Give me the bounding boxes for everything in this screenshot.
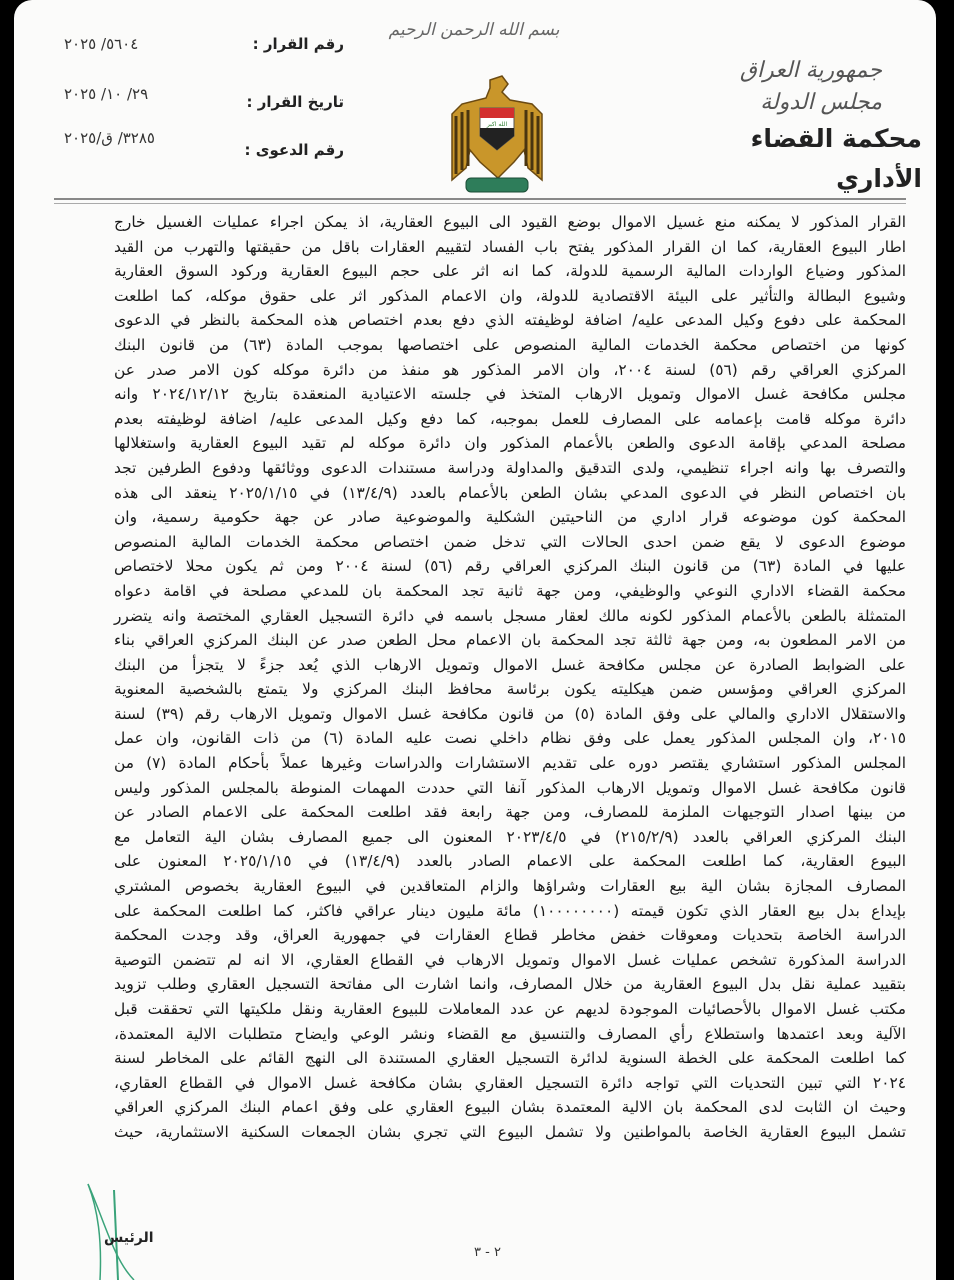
body-line: وحيث ان الثابت لدى المحكمة بان الالية المعتمدة بشان البيوع العقاري على وفق اعمام البنك المركزي العراقي [114, 1098, 906, 1117]
body-line: موضوع الدعوى لا يقع ضمن احدى الحالات التي تدخل ضمن اختصاص محكمة الخدمات المالية المنصوص [114, 532, 906, 551]
issuer-council: مجلس الدولة [760, 90, 882, 115]
iraq-eagle-emblem-icon [432, 70, 562, 200]
body-line: المركزي العراقي ومؤسس ضمن هيكليته يكون برئاسة محافظ البنك المركزي ولا يتمتع بالشخصية المعنوية [114, 680, 906, 699]
body-line: المركزي العراقي رقم (٥٦) لسنة ٢٠٠٤، وان الامر المذكور هو منفذ من دائرة موكله كون الامر صدر عن [114, 360, 907, 379]
meta-case-number [54, 99, 344, 159]
body-line: دائرة موكله قامت بإعمامه على المصارف للعمل بموجبه، كما دفع وكيل المدعى عليه/ اضافة لوظيفته بعدم [114, 409, 906, 428]
body-line: القرار المذكور لا يمكنه منع غسيل الاموال بوضع القيود الى البيوع العقارية، اذ يمكن اجراء عمليات الغسيل خارج [114, 213, 906, 231]
body-line: بإيداع بدل بيع العقار الذي تكون قيمته (١٠٠٠٠٠٠٠٠) مائة مليون دينار عراقي فاكثر، كما اطلعت المحكمة على [114, 901, 906, 920]
meta-value: ٥٦٠٤/ ٢٠٢٥ [64, 35, 139, 53]
body-line: بتقييد عملية نقل بدل البيوع العقارية من خلال المصارف، وانما اشارت الى مفاتحة التسجيل العقاري وطلب تزويد [114, 975, 906, 994]
meta-label: تاريخ القرار : [246, 93, 344, 111]
basmala: بسم الله الرحمن الرحيم [388, 20, 560, 40]
body-line: مكتب غسل الاموال بالأحصائيات الموجودة لديهم عن عدد المعاملات للبيوع العقارية ونقل ملكيتها التي تحققت قبل [114, 1000, 906, 1018]
body-line: كما اطلعت المحكمة على الخطة السنوية لدائرة التسجيل العقاري المستندة الى النهج القائم على المخاطر لسنة [114, 1049, 906, 1068]
svg-text:الله اكبر: الله اكبر [486, 121, 508, 128]
body-line: على الضوابط الصادرة عن مجلس مكافحة غسل الاموال وتمويل الارهاب الذي يُعد جزءً لا يتجزأ من البنك [114, 655, 906, 674]
body-line: والاستقلال الاداري والمالي على وفق المادة (٥) من قانون مكافحة غسل الاموال وتمويل الارهاب رقم (٣٩) لسنة [114, 704, 907, 723]
body-line: اطار البيوع العقارية، كما ان القرار المذكور يفتح باب الفساد لتقييم العقارات باقل من حقيقتها والتهرب من القيد [114, 237, 906, 256]
issuer-court: محكمة القضاء الأداري [750, 124, 922, 193]
body-line: المذكور وضياع الواردات المالية الرسمية للدولة، كما انه اثر على حجم البيوع العقارية وركود السوق العقارية [114, 262, 906, 281]
body-line: قانون مكافحة غسل الاموال وتمويل الارهاب المذكور آنفا التي حددت المهمات المنوطة بالمجلس المذكور وليس [114, 778, 906, 797]
body-line: البنك المركزي العراقي بالعدد (٢١٥/٢/٩) في ٢٠٢٣/٤/٥ المعنون الى جميع المصارف بشان الية التعامل مع [114, 827, 906, 846]
body-line: وشيوع البطالة والتأثير على البيئة الاقتصادية للدولة، وان الاعمام المذكور اثر على حقوق موكله، كما اطلعت [114, 286, 906, 305]
issuer-country: جمهورية العراق [739, 58, 882, 83]
body-line: المجلس المذكور استشاري يقتصر دوره على تقديم الاستشارات والدراسات وغيرها عملاً بأحكام المادة (٧) من [114, 754, 906, 773]
body-line: بان اختصاص النظر في الدعوى المدعي بشان الطعن بالأعمام بالعدد (١٣/٤/٩) في ٢٠٢٥/١/١٥ ينعقد الى هذه [114, 483, 906, 502]
body-line: محكمة القضاء الاداري النوعي والوظيفي، ومن جهة ثانية تجد المحكمة بان للمدعي مصلحة في اقامة دعواه [114, 581, 906, 600]
decision-body [114, 210, 906, 1145]
signature-label: الرئيس [104, 1230, 154, 1246]
meta-label: رقم الدعوى : [244, 141, 344, 159]
body-line: المحكمة على دفوع وكيل المدعى عليه/ اضافة لوظيفته الذي دفع بعدم اختصاص هذه المحكمة بالنظر في الدعوى [114, 311, 906, 330]
body-line: والتصرف بها وانه اجراء تنظيمي، ولدى التدقيق والمداولة ودراسة مستندات الدعوى ووثائقها ودفوع الطرفين تجد [114, 458, 906, 477]
header-divider [54, 198, 906, 204]
body-line: المتمثلة بالطعن بالأعمام المذكور لكونه مالك لعقار مسجل باسمه في دائرة التسجيل العقاري المختصة وانه يتضرر [114, 606, 906, 625]
document-page [14, 0, 936, 1280]
page-number: ٢ - ٣ [474, 1245, 501, 1260]
body-line: المحكمة كون موضوعه قرار اداري من الناحيتين الشكلية والموضوعية صادر عن جهة حكومية رسمية، وان [114, 508, 906, 527]
body-line: مجلس مكافحة غسل الاموال وتمويل الارهاب المتخذ في جلسته الاعتيادية المنعقدة بتاريخ ٢٠٢٤/١٢/١٢ وانه [114, 385, 906, 404]
decision-meta [54, 35, 344, 159]
meta-value: ٣٢٨٥/ ق/٢٠٢٥ [64, 129, 155, 147]
body-line: مصلحة المدعي بإقامة الدعوى والطعن بالأعمام المذكور وان دائرة موكله لم تقيد البيوع العقارية واستغلالها [114, 434, 906, 453]
issuer-block [662, 55, 922, 199]
body-line: ٢٠١٥، وان المجلس المذكور يعمل على وفق نظام داخلي نصت عليه المادة (٦) من ذات القانون، وان عمل [114, 729, 906, 748]
page-fold-shadow [926, 0, 936, 232]
meta-value: ٢٩/ ١٠/ ٢٠٢٥ [64, 85, 149, 103]
meta-label: رقم القرار : [252, 35, 344, 53]
body-line: من الامر المطعون به، ومن جهة ثالثة تجد المحكمة بان الاعمام محل الطعن صدر عن البنك المركزي العراقي بناء [114, 631, 906, 650]
body-line: الدراسة الخاصة بتحديات ومعوقات خفض مخاطر قطاع العقارات في جمهورية العراق، وقد وجدت المحكمة [114, 926, 906, 945]
meta-decision-number [54, 35, 344, 67]
body-line: تشمل البيوع العقارية الخاصة بالمواطنين ولا تشمل البيوع التي تجري بشان الجمعات السكنية الاستثمارية، حيث [114, 1122, 906, 1141]
body-line: من بينها اصدار التوجيهات الملزمة للمصارف، ومن جهة رابعة فقد اطلعت المحكمة على الاعمام الصادر عن [114, 803, 906, 822]
meta-decision-date [54, 67, 344, 111]
body-line: ٢٠٢٤ التي تبين التحديات التي تواجه دائرة التسجيل العقاري بشان مكافحة غسل الاموال في القطاع العقاري، [114, 1073, 906, 1092]
body-line: البيوع العقارية، كما اطلعت المحكمة على الاعمام الصادر بالعدد (١٣/٤/٩) في ٢٠٢٥/١/١٥ المعنون على [114, 852, 907, 871]
body-line: المصارف المجازة بشان الية بيع العقارات وشراؤها والزام المتعاقدين في البيوع العقارية بخصوص المشتري [114, 877, 906, 896]
body-line: كونها من اختصاص محكمة الخدمات المالية المنصوص على اختصاصها بموجب المادة (٦٣) من قانون البنك [114, 335, 906, 354]
body-line: الآلية وبعد اعتمدها واستطلاع رأي المصارف والتنسيق مع القضاء ونشر الوعي وايضاح متطلبات الالية المعتمدة، [114, 1024, 906, 1043]
body-line: الدراسة المذكورة تشخص عمليات غسل الاموال وتمويل الارهاب في القطاع العقاري، الا انه لم تتضمن التوصية [114, 950, 906, 969]
body-line: عليها في المادة (٦٣) من قانون البنك المركزي العراقي رقم (٥٦) لسنة ٢٠٠٤ ومن ثم يكون محلا لاختصاص [114, 557, 907, 576]
